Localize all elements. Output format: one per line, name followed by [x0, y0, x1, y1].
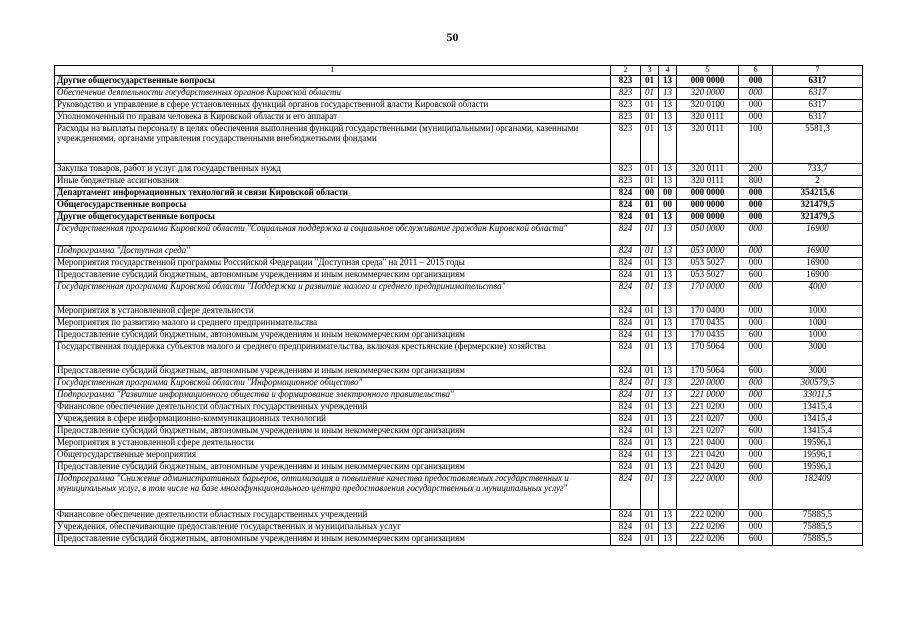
- ministry-code-cell: 824: [611, 188, 641, 200]
- column-header: 5: [677, 66, 739, 76]
- column-header: 3: [641, 66, 659, 76]
- subsection-code-cell: 13: [659, 330, 677, 342]
- target-article-code-cell: 170 0000: [677, 282, 739, 306]
- section-code-cell: 01: [641, 522, 659, 534]
- section-code-cell: 01: [641, 450, 659, 462]
- subsection-code-cell: 13: [659, 390, 677, 402]
- column-header: 2: [611, 66, 641, 76]
- row-name-cell: Обеспечение деятельности государственных органов Кировской области: [55, 88, 611, 100]
- table-row: [55, 378, 863, 390]
- table-row: [55, 318, 863, 330]
- row-name-cell: Учреждения в сфере информационно-коммуникационных технологий: [55, 414, 611, 426]
- section-code-cell: 01: [641, 270, 659, 282]
- table-row: [55, 270, 863, 282]
- amount-cell: 733,7: [773, 164, 863, 176]
- amount-cell: 19596,1: [773, 438, 863, 450]
- section-code-cell: 01: [641, 88, 659, 100]
- subsection-code-cell: 13: [659, 306, 677, 318]
- column-header: 7: [773, 66, 863, 76]
- target-article-code-cell: 221 0200: [677, 402, 739, 414]
- section-code-cell: 01: [641, 510, 659, 522]
- target-article-code-cell: 170 5064: [677, 342, 739, 366]
- section-code-cell: 01: [641, 246, 659, 258]
- target-article-code-cell: 170 5064: [677, 366, 739, 378]
- expense-type-code-cell: 000: [739, 88, 773, 100]
- target-article-code-cell: 053 5027: [677, 258, 739, 270]
- subsection-code-cell: 13: [659, 378, 677, 390]
- target-article-code-cell: 170 0400: [677, 306, 739, 318]
- section-code-cell: 01: [641, 112, 659, 124]
- target-article-code-cell: 000 0000: [677, 188, 739, 200]
- subsection-code-cell: 13: [659, 270, 677, 282]
- section-code-cell: 01: [641, 76, 659, 88]
- table-row: [55, 426, 863, 438]
- table-row: [55, 212, 863, 224]
- target-article-code-cell: 221 0420: [677, 450, 739, 462]
- amount-cell: 300579,5: [773, 378, 863, 390]
- table-row: [55, 88, 863, 100]
- subsection-code-cell: 13: [659, 258, 677, 270]
- expense-type-code-cell: 600: [739, 270, 773, 282]
- subsection-code-cell: 13: [659, 522, 677, 534]
- target-article-code-cell: 050 0000: [677, 224, 739, 246]
- amount-cell: 75885,5: [773, 534, 863, 546]
- amount-cell: 75885,5: [773, 522, 863, 534]
- section-code-cell: 01: [641, 390, 659, 402]
- amount-cell: 75885,5: [773, 510, 863, 522]
- target-article-code-cell: 221 0207: [677, 426, 739, 438]
- target-article-code-cell: 320 0111: [677, 176, 739, 188]
- ministry-code-cell: 824: [611, 426, 641, 438]
- row-name-cell: Предоставление субсидий бюджетным, автономным учреждениям и иным некоммерческим организациям: [55, 366, 611, 378]
- row-name-cell: Предоставление субсидий бюджетным, автономным учреждениям и иным некоммерческим организациям: [55, 330, 611, 342]
- ministry-code-cell: 824: [611, 522, 641, 534]
- section-code-cell: 01: [641, 474, 659, 510]
- section-code-cell: 01: [641, 462, 659, 474]
- ministry-code-cell: 824: [611, 212, 641, 224]
- row-name-cell: Подпрограмма "Снижение административных барьеров, оптимизация и повышение качества предоставляемых государственных и муниципальных услуг, в том числе на базе многофункционального центра предоставления государственных и муниципальных услуг": [55, 474, 611, 510]
- amount-cell: 19596,1: [773, 450, 863, 462]
- ministry-code-cell: 823: [611, 88, 641, 100]
- expense-type-code-cell: 000: [739, 318, 773, 330]
- ministry-code-cell: 823: [611, 124, 641, 164]
- subsection-code-cell: 13: [659, 164, 677, 176]
- expense-type-code-cell: 000: [739, 282, 773, 306]
- expense-type-code-cell: 000: [739, 390, 773, 402]
- section-code-cell: 01: [641, 176, 659, 188]
- ministry-code-cell: 824: [611, 390, 641, 402]
- ministry-code-cell: 824: [611, 270, 641, 282]
- table-row: [55, 474, 863, 510]
- amount-cell: 354215,6: [773, 188, 863, 200]
- row-name-cell: Государственная программа Кировской области "Информационное общество": [55, 378, 611, 390]
- ministry-code-cell: 823: [611, 176, 641, 188]
- table-row: [55, 100, 863, 112]
- target-article-code-cell: 221 0207: [677, 414, 739, 426]
- column-header: 4: [659, 66, 677, 76]
- ministry-code-cell: 824: [611, 378, 641, 390]
- table-row: [55, 534, 863, 546]
- ministry-code-cell: 824: [611, 474, 641, 510]
- row-name-cell: Предоставление субсидий бюджетным, автономным учреждениям и иным некоммерческим организациям: [55, 426, 611, 438]
- section-code-cell: 01: [641, 224, 659, 246]
- subsection-code-cell: 13: [659, 450, 677, 462]
- table-row: [55, 76, 863, 88]
- ministry-code-cell: 823: [611, 164, 641, 176]
- ministry-code-cell: 824: [611, 366, 641, 378]
- target-article-code-cell: 320 0100: [677, 100, 739, 112]
- expense-type-code-cell: 000: [739, 258, 773, 270]
- section-code-cell: 01: [641, 200, 659, 212]
- row-name-cell: Учреждения, обеспечивающие предоставление государственных и муниципальных услуг: [55, 522, 611, 534]
- row-name-cell: Расходы на выплаты персоналу в целях обеспечения выполнения функций государственными (муниципальными) органами, казенными учреждениями, органами управления государственными внебюджетными фондами: [55, 124, 611, 164]
- section-code-cell: 01: [641, 318, 659, 330]
- expense-type-code-cell: 000: [739, 450, 773, 462]
- section-code-cell: 01: [641, 402, 659, 414]
- section-code-cell: 01: [641, 330, 659, 342]
- expense-type-code-cell: 000: [739, 246, 773, 258]
- expense-type-code-cell: 600: [739, 462, 773, 474]
- amount-cell: 6317: [773, 100, 863, 112]
- subsection-code-cell: 13: [659, 414, 677, 426]
- amount-cell: 19596,1: [773, 462, 863, 474]
- section-code-cell: 01: [641, 414, 659, 426]
- expense-type-code-cell: 000: [739, 342, 773, 366]
- row-name-cell: Предоставление субсидий бюджетным, автономным учреждениям и иным некоммерческим организациям: [55, 270, 611, 282]
- section-code-cell: 01: [641, 378, 659, 390]
- amount-cell: 6317: [773, 76, 863, 88]
- section-code-cell: 01: [641, 164, 659, 176]
- section-code-cell: 01: [641, 100, 659, 112]
- row-name-cell: Иные бюджетные ассигнования: [55, 176, 611, 188]
- table-row: [55, 176, 863, 188]
- row-name-cell: Мероприятия в установленной сфере деятельности: [55, 306, 611, 318]
- subsection-code-cell: 13: [659, 100, 677, 112]
- subsection-code-cell: 13: [659, 426, 677, 438]
- amount-cell: 13415,4: [773, 414, 863, 426]
- row-name-cell: Подпрограмма "Доступная среда": [55, 246, 611, 258]
- amount-cell: 16900: [773, 246, 863, 258]
- amount-cell: 6317: [773, 88, 863, 100]
- row-name-cell: Финансовое обеспечение деятельности областных государственных учреждений: [55, 402, 611, 414]
- row-name-cell: Предоставление субсидий бюджетным, автономным учреждениям и иным некоммерческим организациям: [55, 462, 611, 474]
- ministry-code-cell: 824: [611, 534, 641, 546]
- expense-type-code-cell: 000: [739, 414, 773, 426]
- ministry-code-cell: 824: [611, 330, 641, 342]
- row-name-cell: Мероприятия по развитию малого и среднего предпринимательства: [55, 318, 611, 330]
- target-article-code-cell: 170 0435: [677, 318, 739, 330]
- table-row: [55, 462, 863, 474]
- amount-cell: 16900: [773, 224, 863, 246]
- table-row: [55, 402, 863, 414]
- expense-type-code-cell: 200: [739, 164, 773, 176]
- amount-cell: 1000: [773, 318, 863, 330]
- ministry-code-cell: 824: [611, 414, 641, 426]
- amount-cell: 321479,5: [773, 212, 863, 224]
- row-name-cell: Государственная поддержка субъектов малого и среднего предпринимательства, включая крестьянские (фермерские) хозяйства: [55, 342, 611, 366]
- target-article-code-cell: 320 0111: [677, 124, 739, 164]
- ministry-code-cell: 824: [611, 246, 641, 258]
- row-name-cell: Уполномоченный по правам человека в Кировской области и его аппарат: [55, 112, 611, 124]
- subsection-code-cell: 13: [659, 366, 677, 378]
- amount-cell: 13415,4: [773, 426, 863, 438]
- table-row: [55, 450, 863, 462]
- section-code-cell: 01: [641, 426, 659, 438]
- ministry-code-cell: 823: [611, 112, 641, 124]
- row-name-cell: Подпрограмма "Развитие информационного общества и формирование электронного правительства": [55, 390, 611, 402]
- subsection-code-cell: 13: [659, 282, 677, 306]
- expense-type-code-cell: 000: [739, 200, 773, 212]
- target-article-code-cell: 220 0000: [677, 378, 739, 390]
- amount-cell: 3000: [773, 342, 863, 366]
- subsection-code-cell: 13: [659, 112, 677, 124]
- amount-cell: 16900: [773, 258, 863, 270]
- ministry-code-cell: 824: [611, 258, 641, 270]
- subsection-code-cell: 13: [659, 534, 677, 546]
- column-header: 6: [739, 66, 773, 76]
- target-article-code-cell: 222 0200: [677, 510, 739, 522]
- table-row: [55, 164, 863, 176]
- target-article-code-cell: 222 0206: [677, 522, 739, 534]
- subsection-code-cell: 13: [659, 76, 677, 88]
- target-article-code-cell: 000 0000: [677, 76, 739, 88]
- amount-cell: 4000: [773, 282, 863, 306]
- subsection-code-cell: 13: [659, 342, 677, 366]
- target-article-code-cell: 222 0206: [677, 534, 739, 546]
- expense-type-code-cell: 100: [739, 124, 773, 164]
- table-row: [55, 188, 863, 200]
- table-row: [55, 522, 863, 534]
- table-row: [55, 342, 863, 366]
- ministry-code-cell: 823: [611, 100, 641, 112]
- subsection-code-cell: 13: [659, 246, 677, 258]
- amount-cell: 1000: [773, 306, 863, 318]
- expense-type-code-cell: 000: [739, 188, 773, 200]
- ministry-code-cell: 824: [611, 462, 641, 474]
- row-name-cell: Общегосударственные мероприятия: [55, 450, 611, 462]
- target-article-code-cell: 053 0000: [677, 246, 739, 258]
- table-row: [55, 124, 863, 164]
- table-header-row: [55, 66, 863, 76]
- section-code-cell: 01: [641, 306, 659, 318]
- row-name-cell: Государственная программа Кировской области "Поддержка и развитие малого и среднего предпринимательства": [55, 282, 611, 306]
- subsection-code-cell: 13: [659, 176, 677, 188]
- ministry-code-cell: 824: [611, 438, 641, 450]
- amount-cell: 16900: [773, 270, 863, 282]
- expense-type-code-cell: 000: [739, 402, 773, 414]
- amount-cell: 3000: [773, 366, 863, 378]
- section-code-cell: 00: [641, 188, 659, 200]
- ministry-code-cell: 824: [611, 318, 641, 330]
- table-row: [55, 112, 863, 124]
- target-article-code-cell: 222 0000: [677, 474, 739, 510]
- table-row: [55, 330, 863, 342]
- page-number: 50: [446, 30, 459, 44]
- ministry-code-cell: 824: [611, 224, 641, 246]
- expense-type-code-cell: 600: [739, 366, 773, 378]
- target-article-code-cell: 000 0000: [677, 200, 739, 212]
- expense-type-code-cell: 000: [739, 378, 773, 390]
- ministry-code-cell: 824: [611, 402, 641, 414]
- subsection-code-cell: 13: [659, 402, 677, 414]
- column-header: 1: [55, 66, 611, 76]
- subsection-code-cell: 13: [659, 224, 677, 246]
- row-name-cell: Общегосударственные вопросы: [55, 200, 611, 212]
- subsection-code-cell: 13: [659, 510, 677, 522]
- section-code-cell: 01: [641, 438, 659, 450]
- section-code-cell: 01: [641, 342, 659, 366]
- ministry-code-cell: 824: [611, 510, 641, 522]
- amount-cell: 321479,5: [773, 200, 863, 212]
- table-row: [55, 438, 863, 450]
- row-name-cell: Руководство и управление в сфере установленных функций органов государственной власти Кировской области: [55, 100, 611, 112]
- section-code-cell: 01: [641, 534, 659, 546]
- ministry-code-cell: 824: [611, 200, 641, 212]
- ministry-code-cell: 824: [611, 450, 641, 462]
- ministry-code-cell: 823: [611, 76, 641, 88]
- row-name-cell: Мероприятия государственной программы Российской Федерации "Доступная среда" на 2011 – 2015 годы: [55, 258, 611, 270]
- subsection-code-cell: 00: [659, 200, 677, 212]
- row-name-cell: Государственная программа Кировской области "Социальная поддержка и социальное обслуживание граждан Кировской области": [55, 224, 611, 246]
- amount-cell: 1000: [773, 330, 863, 342]
- expense-type-code-cell: 000: [739, 474, 773, 510]
- section-code-cell: 01: [641, 258, 659, 270]
- amount-cell: 5581,3: [773, 124, 863, 164]
- subsection-code-cell: 13: [659, 124, 677, 164]
- expense-type-code-cell: 000: [739, 306, 773, 318]
- subsection-code-cell: 13: [659, 462, 677, 474]
- amount-cell: 33011,5: [773, 390, 863, 402]
- row-name-cell: Департамент информационных технологий и связи Кировской области: [55, 188, 611, 200]
- section-code-cell: 01: [641, 366, 659, 378]
- section-code-cell: 01: [641, 212, 659, 224]
- expense-type-code-cell: 600: [739, 534, 773, 546]
- expense-type-code-cell: 000: [739, 510, 773, 522]
- target-article-code-cell: 221 0000: [677, 390, 739, 402]
- subsection-code-cell: 13: [659, 438, 677, 450]
- row-name-cell: Мероприятия в установленной сфере деятельности: [55, 438, 611, 450]
- expense-type-code-cell: 000: [739, 112, 773, 124]
- section-code-cell: 01: [641, 124, 659, 164]
- target-article-code-cell: 320 0111: [677, 164, 739, 176]
- amount-cell: 6317: [773, 112, 863, 124]
- expense-type-code-cell: 000: [739, 224, 773, 246]
- row-name-cell: Закупка товаров, работ и услуг для государственных нужд: [55, 164, 611, 176]
- target-article-code-cell: 221 0420: [677, 462, 739, 474]
- ministry-code-cell: 824: [611, 306, 641, 318]
- table-row: [55, 390, 863, 402]
- subsection-code-cell: 13: [659, 212, 677, 224]
- table-row: [55, 282, 863, 306]
- expense-type-code-cell: 600: [739, 426, 773, 438]
- table-row: [55, 366, 863, 378]
- section-code-cell: 01: [641, 282, 659, 306]
- table-row: [55, 306, 863, 318]
- amount-cell: 2: [773, 176, 863, 188]
- target-article-code-cell: 170 0435: [677, 330, 739, 342]
- expense-type-code-cell: 000: [739, 100, 773, 112]
- ministry-code-cell: 824: [611, 342, 641, 366]
- subsection-code-cell: 13: [659, 474, 677, 510]
- row-name-cell: Предоставление субсидий бюджетным, автономным учреждениям и иным некоммерческим организациям: [55, 534, 611, 546]
- ministry-code-cell: 824: [611, 282, 641, 306]
- row-name-cell: Другие общегосударственные вопросы: [55, 76, 611, 88]
- expense-type-code-cell: 000: [739, 522, 773, 534]
- table-row: [55, 224, 863, 246]
- table-row: [55, 258, 863, 270]
- table-row: [55, 200, 863, 212]
- expense-type-code-cell: 000: [739, 212, 773, 224]
- subsection-code-cell: 13: [659, 88, 677, 100]
- amount-cell: 182409: [773, 474, 863, 510]
- subsection-code-cell: 00: [659, 188, 677, 200]
- expense-type-code-cell: 600: [739, 330, 773, 342]
- expense-type-code-cell: 000: [739, 76, 773, 88]
- target-article-code-cell: 221 0400: [677, 438, 739, 450]
- expense-type-code-cell: 000: [739, 438, 773, 450]
- table-row: [55, 414, 863, 426]
- amount-cell: 13415,4: [773, 402, 863, 414]
- budget-table: [54, 65, 863, 546]
- target-article-code-cell: 053 5027: [677, 270, 739, 282]
- target-article-code-cell: 320 0111: [677, 112, 739, 124]
- table-row: [55, 246, 863, 258]
- expense-type-code-cell: 800: [739, 176, 773, 188]
- row-name-cell: Финансовое обеспечение деятельности областных государственных учреждений: [55, 510, 611, 522]
- table-row: [55, 510, 863, 522]
- row-name-cell: Другие общегосударственные вопросы: [55, 212, 611, 224]
- target-article-code-cell: 320 0000: [677, 88, 739, 100]
- subsection-code-cell: 13: [659, 318, 677, 330]
- target-article-code-cell: 000 0000: [677, 212, 739, 224]
